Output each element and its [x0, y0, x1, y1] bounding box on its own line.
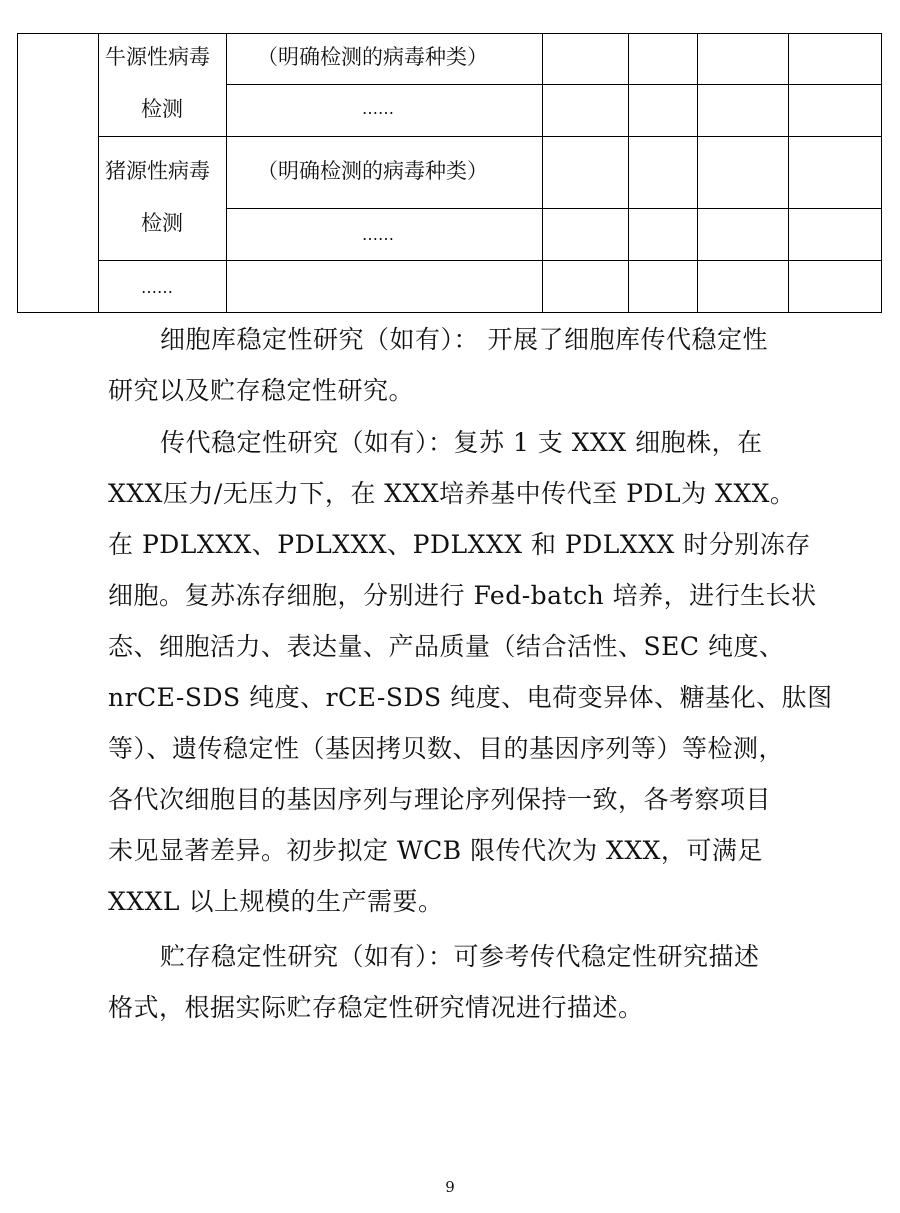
paragraph-line: 研究以及贮存稳定性研究。 [108, 376, 415, 405]
page-number: 9 [445, 1178, 455, 1196]
paragraph-line: XXX压力/无压力下，在 XXX培养基中传代至 PDL为 XXX。 [108, 479, 796, 508]
detection-table [17, 33, 882, 313]
table-row-line [98, 260, 882, 261]
paragraph-line: 细胞。复苏冻存细胞，分别进行 Fed-batch 培养，进行生长状 [108, 581, 817, 610]
paragraph-cell-bank-stability [108, 314, 798, 416]
row-bovine-label-line1: 牛源性病毒 [105, 45, 210, 69]
paragraph-line: 等）、遗传稳定性（基因拷贝数、目的基因序列等）等检测， [108, 734, 785, 763]
row-bovine-item-1: （明确检测的病毒种类） [257, 45, 488, 69]
paragraph-line: 在 PDLXXX、PDLXXX、PDLXXX 和 PDLXXX 时分别冻存 [108, 530, 811, 559]
table-col-line [788, 33, 789, 313]
paragraph-storage-stability [108, 931, 798, 1033]
paragraph-line: 未见显著差异。初步拟定 WCB 限传代次为 XXX，可满足 [108, 836, 763, 865]
table-col-line [98, 33, 99, 313]
row-porcine-item-1: （明确检测的病毒种类） [257, 159, 488, 183]
table-col-line [628, 33, 629, 313]
row-porcine-label-line1: 猪源性病毒 [105, 159, 210, 183]
row-bovine-item-2: …… [362, 99, 394, 118]
paragraph-line: 传代稳定性研究（如有）：复苏 1 支 XXX 细胞株，在 [160, 428, 763, 457]
paragraph-line: XXXL 以上规模的生产需要。 [108, 887, 444, 916]
table-col-line [226, 33, 227, 313]
paragraph-line: nrCE-SDS 纯度、rCE-SDS 纯度、电荷变异体、糖基化、肽图 [108, 683, 833, 712]
paragraph-line: 态、细胞活力、表达量、产品质量（结合活性、SEC 纯度、 [108, 632, 785, 661]
table-col-line [697, 33, 698, 313]
row-other-label: …… [141, 278, 173, 297]
row-porcine-item-2: …… [362, 225, 394, 244]
paragraph-line: 贮存稳定性研究（如有）：可参考传代稳定性研究描述 [160, 942, 760, 971]
row-porcine-label-line2: 检测 [141, 211, 183, 235]
paragraph-passage-stability [108, 417, 833, 927]
paragraph-line: 细胞库稳定性研究（如有）： 开展了细胞库传代稳定性 [160, 325, 768, 354]
paragraph-line: 格式，根据实际贮存稳定性研究情况进行描述。 [108, 993, 644, 1022]
table-row-line [98, 136, 882, 137]
table-row-line [226, 84, 882, 85]
row-bovine-label-line2: 检测 [141, 97, 183, 121]
table-col-line [542, 33, 543, 313]
paragraph-line: 各代次细胞目的基因序列与理论序列保持一致，各考察项目 [108, 785, 772, 814]
table-row-line [226, 208, 882, 209]
